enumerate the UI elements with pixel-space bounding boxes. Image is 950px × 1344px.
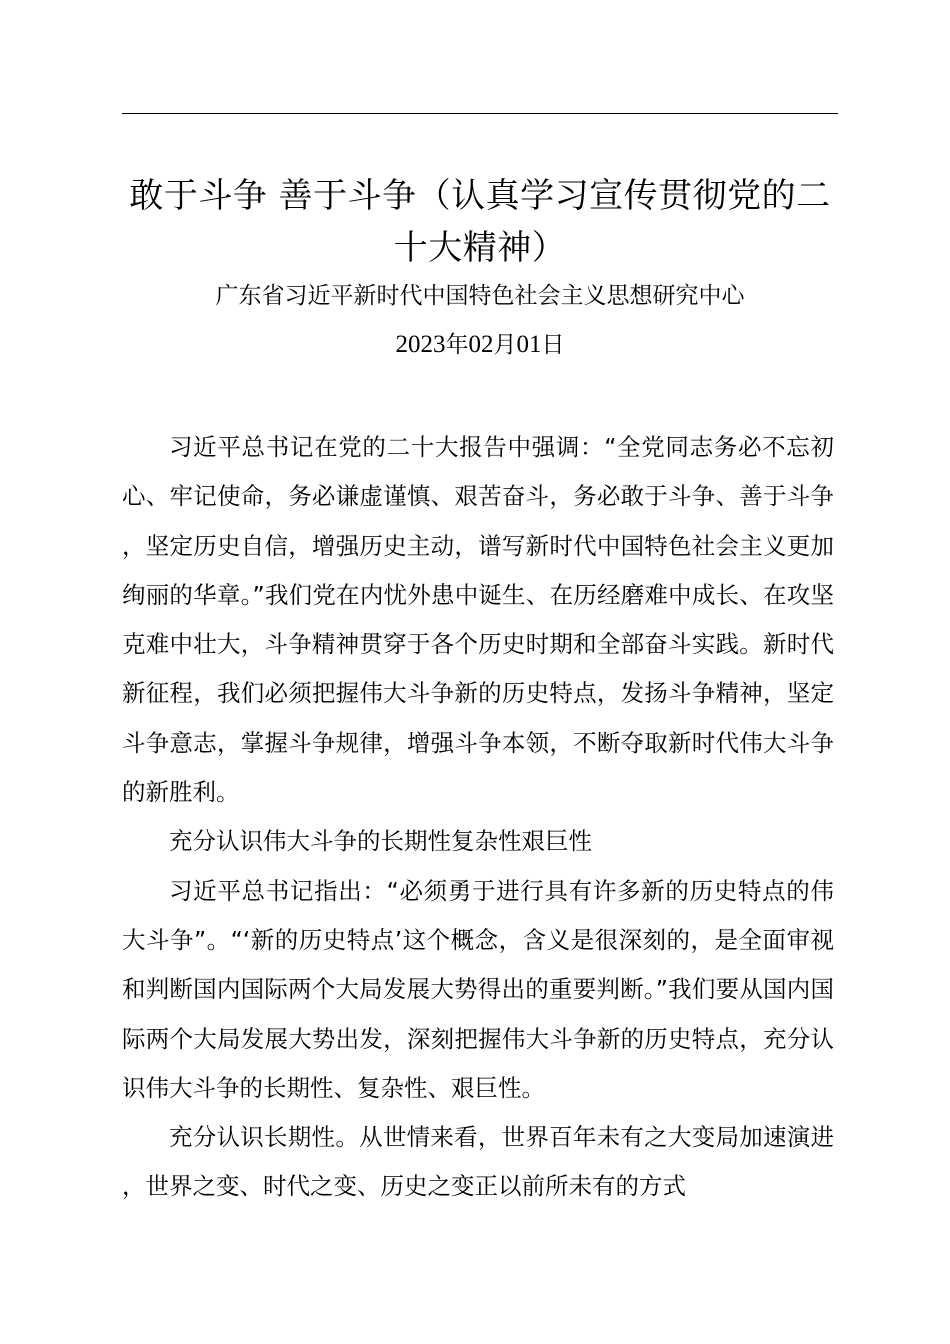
section-heading: 充分认识伟大斗争的长期性复杂性艰巨性 [169, 827, 592, 856]
article-body [122, 423, 834, 1212]
body-paragraph-1: 习近平总书记在党的二十大报告中强调：“全党同志务必不忘初心、牢记使命，务必谦虚谨慎、艰苦奋斗，务必敢于斗争、善于斗争，坚定历史自信，增强历史主动，谱写新时代中国特色社会主义更加绚丽的华章。”我们党在内忧外患中诞生、在历经磨难中成长、在攻坚克难中壮大，斗争精神贯穿于各个历史时期和全部奋斗实践。新时代新征程，我们必须把握伟大斗争新的历史特点，发扬斗争精神，坚定斗争意志，掌握斗争规律，增强斗争本领，不断夺取新时代伟大斗争的新胜利。 [122, 433, 834, 807]
header-rule [122, 113, 838, 114]
body-paragraph-3: 充分认识长期性。从世情来看，世界百年未有之大变局加速演进，世界之变、时代之变、历史之变正以前所未有的方式 [122, 1123, 834, 1201]
date-day-unit: 日 [541, 332, 565, 358]
date-year-unit: 年 [445, 332, 469, 358]
body-paragraph-2: 习近平总书记指出：“必须勇于进行具有许多新的历史特点的伟大斗争”。“‘新的历史特点’这个概念，含义是很深刻的，是全面审视和判断国内国际两个大局发展大势得出的重要判断。”我们要从国内国际两个大局发展大势出发，深刻把握伟大斗争新的历史特点，充分认识伟大斗争的长期性、复杂性、艰巨性。 [122, 876, 834, 1102]
date-day: 01 [516, 331, 542, 358]
article-title: 敢于斗争 善于斗争（认真学习宣传贯彻党的二十大精神） [129, 176, 831, 268]
date-year: 2023 [395, 331, 446, 358]
date-month: 02 [468, 331, 494, 358]
article-author: 广东省习近平新时代中国特色社会主义思想研究中心 [215, 283, 745, 309]
date-month-unit: 月 [493, 332, 517, 358]
article-date [122, 327, 838, 363]
